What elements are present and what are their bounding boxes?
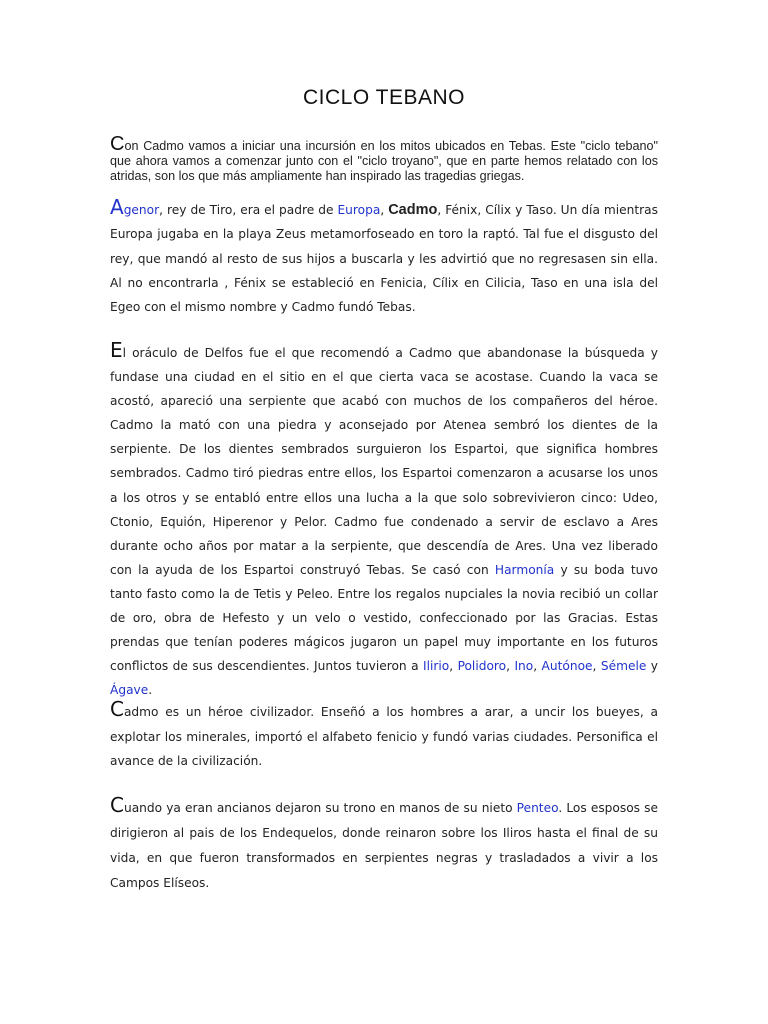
paragraph-ancianos xyxy=(110,795,658,896)
link-ino[interactable]: Ino xyxy=(514,659,534,674)
separator: y xyxy=(646,659,659,674)
paragraph-text: admo es un héroe civilizador. Enseñó a los hombres a arar, a uncir los bueyes, a explotar los minerales, importó el alfabeto fenicio y fundó varias ciudades. Personifica el avance de la civilización. xyxy=(110,705,658,769)
link-penteo[interactable]: Penteo xyxy=(516,801,559,815)
bold-cadmo: Cadmo xyxy=(388,202,438,218)
paragraph-agenor xyxy=(110,197,658,319)
separator: , xyxy=(592,659,601,674)
link-agave[interactable]: Ágave xyxy=(110,683,149,698)
drop-cap: E xyxy=(110,338,123,362)
paragraph-text: y su boda tuvo tanto fasto como la de Tetis y Peleo. Entre los regalos nupciales la novia recibió un collar de oro, obra de Hefesto y un velo o vestido, confeccionado por las Gracias. Estas prendas que tenían poderes mágicos jugaron un papel muy importante en los futuros conflictos de sus descendientes. Juntos tuvieron a xyxy=(110,562,658,674)
link-europa[interactable]: Europa xyxy=(337,203,381,217)
link-semele[interactable]: Sémele xyxy=(600,659,647,674)
intro-paragraph xyxy=(110,134,658,183)
paragraph-civilizador xyxy=(110,699,658,774)
paragraph-text: uando ya eran ancianos dejaron su trono en manos de su nieto xyxy=(123,801,517,815)
drop-cap-link[interactable]: A xyxy=(110,195,124,219)
separator: , xyxy=(533,659,542,674)
link-ilirio[interactable]: Ilirio xyxy=(423,659,450,674)
link-harmonia[interactable]: Harmonía xyxy=(494,562,555,577)
link-autonoe[interactable]: Autónoe xyxy=(541,659,593,674)
paragraph-end: . xyxy=(148,683,153,698)
drop-cap: C xyxy=(110,697,124,721)
paragraph-oraculo xyxy=(110,340,658,702)
link-agenor[interactable]: genor xyxy=(123,203,160,217)
separator: , xyxy=(506,659,515,674)
paragraph-text: . Los esposos se dirigieron al pais de los Endequelos, donde reinaron sobre los Iliros hasta el final de su vida, en que fueron transformados en serpientes negras y trasladados a vivir a los Campos Elíseos. xyxy=(110,801,658,890)
paragraph-text: , Fénix, Cílix y Taso. Un día mientras Europa jugaba en la playa Zeus metamorfoseado en toro la raptó. Tal fue el disgusto del rey, que mandó al resto de sus hijos a buscarla y les advirtió que no regresasen sin ella. Al no encontrarla , Fénix se estableció en Fenicia, Cílix en Cilicia, Taso en una isla del Egeo con el mismo nombre y Cadmo fundó Tebas. xyxy=(110,203,658,315)
paragraph-text: , rey de Tiro, era el padre de xyxy=(159,203,338,217)
drop-cap: C xyxy=(110,793,124,817)
drop-cap: C xyxy=(110,133,125,155)
link-polidoro[interactable]: Polidoro xyxy=(457,659,507,674)
paragraph-text: l oráculo de Delfos fue el que recomendó a Cadmo que abandonase la búsqueda y fundase una ciudad en el sitio en el que cierta vaca se acostase. Cuando la vaca se acostó, apareció una serpiente que acabó con muchos de los compañeros del héroe. Cadmo la mató con una piedra y aconsejado por Atenea sembró los dientes de la serpiente. De los dientes sembrados surguieron los Espartoi, que significa hombres sembrados. Cadmo tiró piedras entre ellos, los Espartoi comenzaron a acusarse los unos a los otros y se entabló entre ellos una lucha a la que solo sobrevivieron cinco: Udeo, Ctonio, Equión, Hiperenor y Pelor. Cadmo fue condenado a servir de esclavo a Ares durante ocho años por matar a la serpiente, que descendía de Ares. Una vez liberado con la ayuda de los Espartoi construyó Tebas. Se casó con xyxy=(110,346,658,577)
page-title: CICLO TEBANO xyxy=(303,86,465,109)
separator: , xyxy=(449,659,458,674)
paragraph-text: on Cadmo vamos a iniciar una incursión en los mitos ubicados en Tebas. Este "ciclo tebano" que ahora vamos a comenzar junto con el "ciclo troyano", que en parte hemos relatado con los atridas, son los que más ampliamente han inspirado las tragedias griegas. xyxy=(110,139,658,183)
paragraph-text: , xyxy=(380,203,389,217)
